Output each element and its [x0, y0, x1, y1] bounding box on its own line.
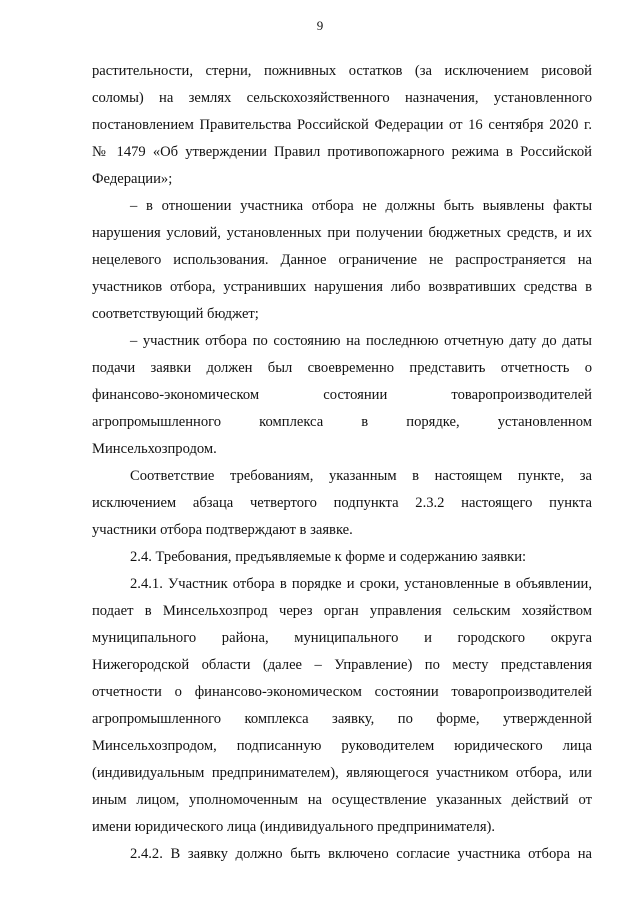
- text-line: подачи заявки должен был своевременно представить отчетность о: [92, 360, 592, 376]
- text-line: 2.4.2. В заявку должно быть включено согласие участника отбора на: [130, 846, 592, 862]
- text-line: – в отношении участника отбора не должны быть выявлены факты: [130, 198, 592, 214]
- page-number: 9: [316, 18, 324, 33]
- text-line: соломы) на землях сельскохозяйственного назначения, установленного: [92, 90, 592, 106]
- text-line: растительности, стерни, пожнивных остатков (за исключением рисовой: [92, 63, 592, 79]
- text-line: отчетности о финансово-экономическом состоянии товаропроизводителей: [92, 684, 592, 700]
- text-line: Минсельхозпродом, подписанную руководителем юридического лица: [92, 738, 592, 754]
- text-line: исключением абзаца четвертого подпункта 2.3.2 настоящего пункта: [92, 495, 592, 511]
- text-line: Минсельхозпродом.: [92, 441, 217, 457]
- text-line: имени юридического лица (индивидуального предпринимателя).: [92, 819, 496, 835]
- text-line: нецелевого использования. Данное ограничение не распространяется на: [92, 252, 592, 268]
- text-line: финансово-экономическом состоянии товаропроизводителей: [92, 387, 592, 403]
- text-line: Соответствие требованиям, указанным в настоящем пункте, за: [130, 468, 592, 484]
- text-line: Федерации»;: [92, 171, 173, 187]
- text-line: (индивидуальным предпринимателем), являющегося участником отбора, или: [92, 765, 592, 781]
- text-line: агропромышленного комплекса в порядке, установленном: [92, 414, 592, 430]
- text-line: – участник отбора по состоянию на последнюю отчетную дату до даты: [130, 333, 592, 349]
- text-line: агропромышленного комплекса заявку, по форме, утвержденной: [92, 711, 592, 727]
- text-line: нарушения условий, установленных при получении бюджетных средств, и их: [92, 225, 592, 241]
- text-line: подает в Минсельхозпрод через орган управления сельским хозяйством: [92, 603, 592, 619]
- text-line: муниципального района, муниципального и городского округа: [92, 630, 592, 646]
- text-line: постановлением Правительства Российской Федерации от 16 сентября 2020 г.: [92, 117, 592, 133]
- text-line: участников отбора, устранивших нарушения либо возвративших средства в: [92, 279, 592, 295]
- text-line: иным лицом, уполномоченным на осуществление указанных действий от: [92, 792, 592, 808]
- text-line: участники отбора подтверждают в заявке.: [92, 522, 353, 538]
- text-line: Нижегородской области (далее – Управление) по месту представления: [92, 657, 592, 673]
- text-line: 2.4.1. Участник отбора в порядке и сроки, установленные в объявлении,: [130, 576, 592, 592]
- text-line: соответствующий бюджет;: [92, 306, 259, 322]
- text-line: 2.4. Требования, предъявляемые к форме и содержанию заявки:: [130, 549, 527, 565]
- text-line: № 1479 «Об утверждении Правил противопожарного режима в Российской: [92, 144, 592, 160]
